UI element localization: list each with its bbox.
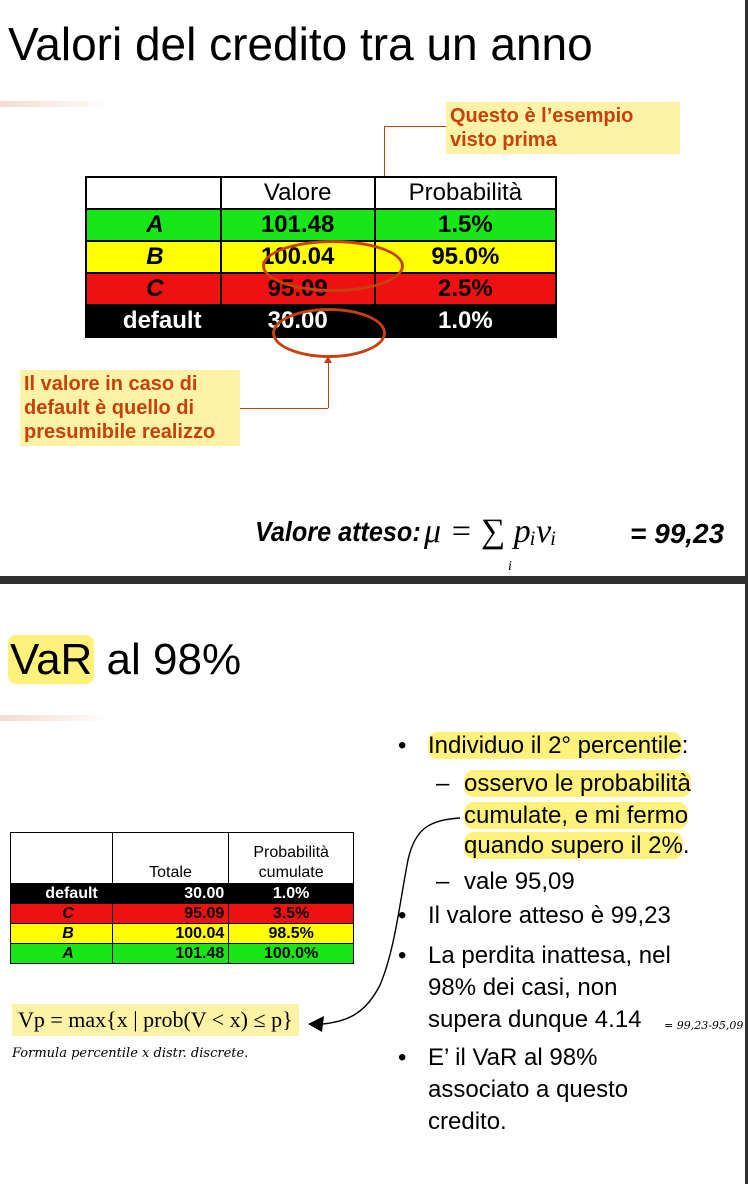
bullet-dot: • (398, 902, 407, 929)
connector-left-h (236, 408, 328, 409)
bullet-dot: • (398, 732, 407, 759)
connector-left-v (328, 362, 329, 408)
bullet-dot: • (398, 1044, 407, 1071)
row-value: 101.48 (221, 209, 375, 241)
header-empty (86, 177, 221, 209)
row-label: B (11, 924, 113, 944)
note-top: Questo è l’esempio visto prima (446, 102, 680, 154)
bullet-4-line3-wrap (428, 1106, 507, 1138)
header-probabilita-cumulate: Probabilità cumulate (229, 833, 354, 884)
header-empty (11, 833, 113, 884)
row-label: C (86, 273, 221, 305)
formula-label: Valore atteso: (255, 516, 421, 547)
row-label: B (86, 241, 221, 273)
highlight-circle-b (262, 240, 404, 292)
sub-bullet-1-line2: cumulate, e mi fermo (464, 802, 689, 829)
bullet-4-line1: E’ il VaR al 98% (428, 1044, 598, 1071)
bullet-4-line2-wrap (428, 1074, 628, 1106)
row-label: C (11, 904, 113, 924)
row-cum: 3.5% (229, 904, 354, 924)
title-rest: al 98% (94, 635, 242, 684)
sub-bullet-2 (436, 866, 575, 898)
row-prob: 1.5% (375, 209, 556, 241)
formula-sub: i (508, 559, 512, 574)
sub-bullet-1-line3-wrap (464, 830, 690, 862)
vp-formula: Vp = max{x | prob(V < x) ≤ p} (12, 1004, 299, 1036)
bullet-4-line2: associato a questo (428, 1076, 629, 1103)
title2-underline (0, 715, 112, 721)
handwritten-note: Formula percentile x distr. discrete. (12, 1046, 249, 1061)
header-probabilita: Probabilità (375, 177, 556, 209)
row-cum: 98.5% (229, 924, 354, 944)
sub-bullet-1 (436, 768, 691, 800)
title-highlight: VaR (10, 635, 93, 684)
row-cum: 100.0% (229, 944, 354, 964)
formula-result: = 99,23 (630, 518, 725, 549)
row-label: A (86, 209, 221, 241)
title1-underline (0, 101, 112, 107)
sub-bullet-1-line1: osservo le probabilità (464, 770, 691, 797)
slide1-title: Valori del credito tra un anno (8, 18, 593, 70)
row-label: default (86, 305, 221, 337)
bullet-1 (398, 730, 689, 762)
bullet-2-text: Il valore atteso è 99,23 (428, 902, 671, 929)
sub-bullet-dash: – (436, 770, 450, 797)
slide-divider (0, 576, 748, 584)
arrow-up-icon (324, 356, 332, 363)
handwritten-arrow-icon (300, 800, 480, 1040)
row-prob: 95.0% (375, 241, 556, 273)
highlight-circle-default (272, 308, 386, 358)
connector-top-h (384, 126, 446, 127)
sub-bullet-2-text: vale 95,09 (464, 868, 575, 895)
row-total: 95.09 (112, 904, 229, 924)
header-totale: Totale (112, 833, 229, 884)
row-label: default (11, 884, 113, 904)
sub-bullet-1-end: . (682, 832, 690, 859)
row-total: 100.04 (112, 924, 229, 944)
bullet-3-line2: 98% dei casi, non (428, 974, 618, 1001)
bullet-4-line3: credito. (428, 1108, 507, 1135)
bullet-1-colon: : (681, 732, 689, 759)
value-table-header (86, 177, 556, 209)
bullet-3-line3: supera dunque 4.14 (428, 1006, 642, 1033)
expected-value-formula (255, 512, 439, 552)
sub-bullet-1-line3: quando supero il 2% (464, 832, 683, 859)
row-label: A (11, 944, 113, 964)
formula-math: μ = ∑ pᵢvᵢ (424, 513, 557, 550)
bullet-4 (398, 1042, 598, 1074)
bullet-3-line1: La perdita inattesa, nel (428, 942, 671, 969)
header-valore: Valore (221, 177, 375, 209)
bullet-dot: • (398, 942, 407, 969)
row-prob: 1.0% (375, 305, 556, 337)
slide2-title (8, 632, 241, 688)
handwritten-calc: = 99,23-95,09 (664, 1019, 744, 1032)
sub-bullet-dash: – (436, 868, 450, 895)
row-value: 95.09 (221, 273, 375, 305)
row-value: 30.00 (221, 305, 375, 337)
row-total: 101.48 (112, 944, 229, 964)
table-row (86, 209, 556, 241)
row-value: 100.04 (221, 241, 375, 273)
sub-bullet-1-line2-wrap (464, 800, 688, 832)
row-prob: 2.5% (375, 273, 556, 305)
note-left: Il valore in caso di default è quello di presumibile realizzo (20, 370, 240, 446)
row-cum: 1.0% (229, 884, 354, 904)
bullet-1-text: Individuo il 2° percentile (428, 732, 682, 759)
row-total: 30.00 (112, 884, 229, 904)
